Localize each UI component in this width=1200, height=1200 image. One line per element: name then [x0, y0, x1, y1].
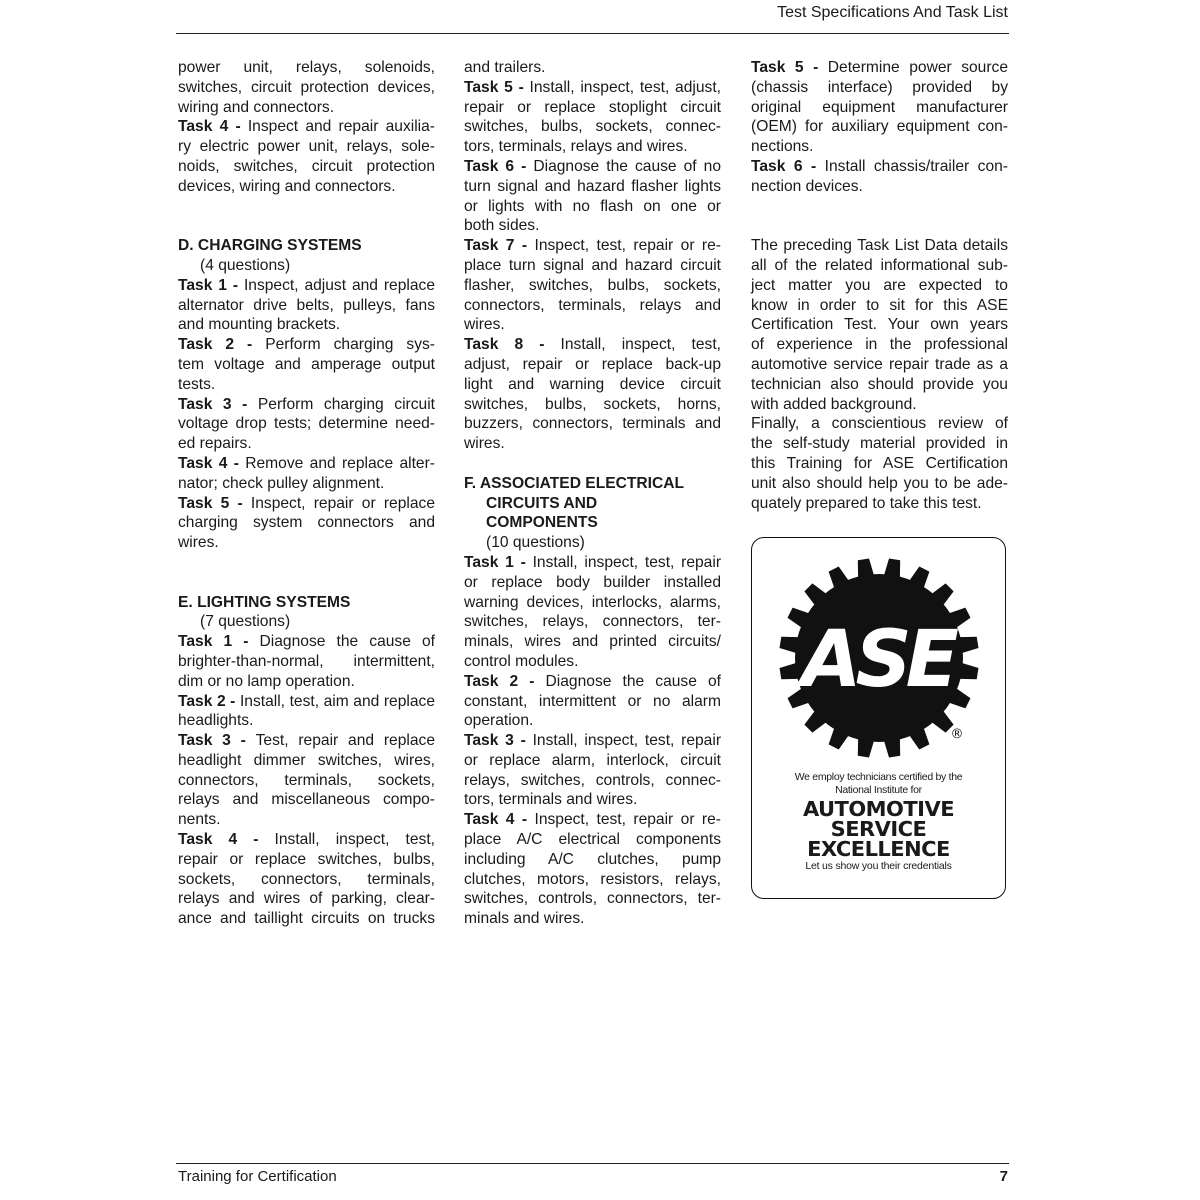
section-heading: E. LIGHTING SYSTEMS	[178, 593, 351, 611]
task-text: power unit, relays, solenoids,	[178, 59, 435, 76]
text-line	[178, 296, 435, 316]
task-text: minals and wires.	[464, 910, 585, 928]
text-line	[464, 335, 721, 355]
task-text: constant, intermittent or no alarm	[464, 692, 721, 710]
task-text: all of the related informational sub-	[751, 256, 1008, 274]
task-text: nator; check pulley alignment.	[178, 474, 385, 492]
task-text: clutches, motors, resistors, relays,	[464, 870, 721, 888]
text-line	[464, 850, 721, 870]
text-line	[178, 355, 435, 375]
text-line	[178, 850, 435, 870]
task-text: switches, controls, connectors, ter-	[464, 890, 721, 908]
column-3	[751, 58, 1008, 513]
text-line	[178, 335, 435, 355]
task-text: (OEM) for auxiliary equipment con-	[751, 118, 1008, 136]
text-line	[178, 810, 435, 830]
blank-line	[751, 216, 1008, 236]
text-line	[464, 771, 721, 791]
text-line	[751, 395, 1008, 415]
text-line	[464, 909, 721, 929]
text-line	[178, 533, 435, 553]
task-label: Task 1 -	[178, 633, 260, 651]
text-line	[464, 573, 721, 593]
task-label: Task 4 -	[178, 454, 246, 472]
text-line	[178, 612, 435, 632]
task-text: this Training for ASE Certification	[751, 454, 1008, 472]
text-line	[464, 593, 721, 613]
task-text: Perform charging sys-	[265, 336, 435, 354]
text-line	[178, 771, 435, 791]
task-label: Task 3 -	[464, 732, 533, 750]
text-line	[178, 434, 435, 454]
task-text: (chassis interface) provided by	[751, 78, 1008, 96]
task-text: dim or no lamp operation.	[178, 672, 355, 690]
task-label: Task 8 -	[464, 336, 561, 354]
task-text: switches, bulbs, sockets, horns,	[464, 395, 721, 413]
task-text: repair or replace stoplight circuit	[464, 98, 721, 116]
text-line	[464, 434, 721, 454]
text-line	[464, 612, 721, 632]
text-line	[751, 296, 1008, 316]
task-text: Perform charging circuit	[257, 395, 435, 413]
task-text: Inspect, adjust and replace	[243, 276, 435, 294]
task-text: repair or replace switches, bulbs,	[178, 850, 435, 868]
text-line	[464, 672, 721, 692]
text-line	[464, 553, 721, 573]
section-heading: COMPONENTS	[486, 514, 598, 532]
task-text: Inspect, repair or replace	[250, 494, 436, 512]
blank-line	[751, 197, 1008, 217]
task-label: Task 2 -	[178, 692, 240, 710]
task-text: relays and miscellaneous compo-	[178, 791, 435, 809]
task-text: relays and wires of parking, clear-	[178, 890, 435, 908]
text-line	[464, 78, 721, 98]
task-text: Inspect, test, repair or re-	[534, 811, 721, 829]
task-text: Diagnose the cause of no	[533, 157, 721, 175]
task-text: Inspect and repair auxilia-	[247, 118, 435, 136]
task-text: voltage drop tests; determine need-	[178, 415, 435, 433]
text-line	[178, 692, 435, 712]
task-text: both sides.	[464, 217, 540, 235]
task-text: turn signal and hazard flasher lights	[464, 177, 721, 195]
text-line	[751, 177, 1008, 197]
task-text: flasher, switches, bulbs, sockets,	[464, 276, 721, 294]
text-line	[464, 395, 721, 415]
task-text: Install chassis/trailer con-	[824, 157, 1009, 175]
task-label: Task 1 -	[178, 276, 244, 294]
task-label: Task 3 -	[178, 732, 256, 750]
text-line	[464, 790, 721, 810]
text-line	[464, 711, 721, 731]
task-text: headlights.	[178, 712, 254, 730]
task-text: (4 questions)	[200, 256, 291, 274]
text-line	[751, 335, 1008, 355]
task-label: Task 3 -	[178, 395, 258, 413]
text-line	[178, 830, 435, 850]
task-text: place turn signal and hazard circuit	[464, 256, 721, 274]
task-text: operation.	[464, 712, 534, 730]
text-line	[751, 98, 1008, 118]
task-text: Install, inspect, test,	[274, 831, 435, 849]
task-text: of experience in the professional	[751, 336, 1008, 354]
text-line	[178, 395, 435, 415]
task-text: connectors, terminals, sockets,	[178, 771, 435, 789]
task-text: Install, inspect, test,	[560, 336, 721, 354]
logo-excellence: EXCELLENCE	[807, 837, 950, 861]
task-text: (10 questions)	[486, 534, 585, 552]
task-text: alternator drive belts, pulleys, fans	[178, 296, 435, 314]
text-line	[178, 137, 435, 157]
task-text: wires.	[464, 435, 505, 453]
task-text: technician also should provide you	[751, 375, 1008, 393]
text-line	[464, 276, 721, 296]
task-text: know in order to sit for this ASE	[751, 296, 1008, 314]
text-line	[178, 751, 435, 771]
task-text: nections.	[751, 138, 814, 156]
gear-icon	[779, 558, 979, 758]
task-text: including A/C clutches, pump	[464, 850, 721, 868]
text-line	[751, 454, 1008, 474]
text-line	[178, 870, 435, 890]
text-line	[751, 474, 1008, 494]
task-text: noids, switches, circuit protection	[178, 157, 435, 175]
text-line	[464, 177, 721, 197]
text-line	[178, 256, 435, 276]
task-text: or replace body builder installed	[464, 573, 721, 591]
task-text: tors, terminals, relays and wires.	[464, 138, 688, 156]
task-label: Task 4 -	[464, 811, 535, 829]
blank-line	[178, 216, 435, 236]
task-label: Task 6 -	[751, 157, 825, 175]
text-line	[751, 494, 1008, 514]
text-line	[464, 315, 721, 335]
running-header-title: Test Specifications And Task List	[777, 4, 1008, 21]
text-line	[178, 909, 435, 929]
text-line	[464, 889, 721, 909]
logo-automotive: AUTOMOTIVE	[802, 797, 955, 821]
task-text: Install, inspect, test, repair	[532, 732, 722, 750]
task-label: Task 2 -	[464, 672, 546, 690]
text-line	[464, 256, 721, 276]
task-text: tem voltage and amperage output	[178, 355, 435, 373]
section-heading: D. CHARGING SYSTEMS	[178, 237, 362, 255]
task-label: Task 7 -	[464, 237, 535, 255]
text-line	[464, 197, 721, 217]
task-text: tors, terminals and wires.	[464, 791, 638, 809]
text-line	[178, 731, 435, 751]
text-line	[178, 494, 435, 514]
text-line	[464, 870, 721, 890]
text-line	[464, 296, 721, 316]
task-label: Task 6 -	[464, 157, 534, 175]
logo-line-2: National Institute for	[835, 784, 922, 796]
registered-mark: ®	[950, 727, 964, 742]
text-line	[751, 236, 1008, 256]
column-1	[178, 58, 435, 929]
text-line	[464, 355, 721, 375]
task-text: Finally, a conscientious review of	[751, 415, 1008, 433]
task-text: ry electric power unit, relays, sole-	[178, 138, 435, 156]
task-text: charging system connectors and	[178, 514, 435, 532]
text-line	[751, 375, 1008, 395]
task-text: sockets, connectors, terminals,	[178, 870, 435, 888]
blank-line	[178, 553, 435, 573]
task-text: connectors, terminals, relays and	[464, 296, 721, 314]
text-line	[464, 117, 721, 137]
task-text: with added background.	[751, 395, 917, 413]
task-text: Test, repair and replace	[255, 732, 435, 750]
task-text: control modules.	[464, 652, 579, 670]
text-line	[464, 692, 721, 712]
task-text: Diagnose the cause of	[545, 672, 721, 690]
blank-line	[178, 197, 435, 217]
text-line	[178, 652, 435, 672]
section-heading: CIRCUITS AND	[486, 494, 598, 512]
task-text: The preceding Task List Data details	[751, 237, 1008, 255]
header-rule	[176, 33, 1009, 34]
text-line	[751, 276, 1008, 296]
text-line	[464, 236, 721, 256]
task-text: Certification Test. Your own years	[751, 316, 1008, 334]
task-text: adjust, repair or replace back-up	[464, 355, 721, 373]
blank-line	[464, 454, 721, 474]
task-text: minals, wires and printed circuits/	[464, 633, 721, 651]
task-text: Install, inspect, test, adjust,	[529, 78, 721, 96]
text-line	[464, 375, 721, 395]
text-line	[178, 117, 435, 137]
text-line	[464, 652, 721, 672]
task-text: and trailers.	[464, 59, 546, 76]
task-text: and mounting brackets.	[178, 316, 341, 334]
text-line	[178, 315, 435, 335]
text-line	[464, 830, 721, 850]
text-line	[464, 751, 721, 771]
task-text: switches, circuit protection devices,	[178, 78, 435, 96]
text-line	[464, 216, 721, 236]
task-text: (7 questions)	[200, 613, 291, 631]
task-text: headlight dimmer switches, wires,	[178, 751, 435, 769]
task-text: automotive service repair trade as a	[751, 355, 1008, 373]
task-text: place A/C electrical components	[464, 831, 721, 849]
task-text: switches, bulbs, sockets, connec-	[464, 118, 721, 136]
task-text: buzzers, connectors, terminals and	[464, 415, 721, 433]
text-line	[178, 78, 435, 98]
text-line	[178, 414, 435, 434]
task-text: light and warning device circuit	[464, 375, 721, 393]
page-number: 7	[999, 1168, 1008, 1185]
text-line	[751, 315, 1008, 335]
text-line	[751, 78, 1008, 98]
text-line	[464, 58, 721, 78]
task-text: Install, test, aim and replace	[239, 692, 436, 710]
task-label: Task 5 -	[751, 59, 828, 76]
task-label: Task 4 -	[178, 831, 275, 849]
text-line	[178, 632, 435, 652]
text-line	[751, 414, 1008, 434]
text-line	[178, 375, 435, 395]
text-line	[751, 256, 1008, 276]
task-text: tests.	[178, 375, 216, 393]
text-line	[178, 276, 435, 296]
text-line	[464, 98, 721, 118]
task-label: Task 2 -	[178, 336, 266, 354]
task-text: the self-study material provided in	[751, 435, 1008, 453]
task-label: Task 1 -	[464, 553, 533, 571]
footer-title: Training for Certification	[178, 1168, 337, 1185]
text-line	[751, 157, 1008, 177]
text-line	[178, 672, 435, 692]
text-line	[178, 474, 435, 494]
task-text: nents.	[178, 811, 221, 829]
text-line	[178, 513, 435, 533]
logo-line-1: We employ technicians certified by the	[794, 771, 963, 783]
text-line	[464, 533, 721, 553]
task-text: switches, relays, connectors, ter-	[464, 613, 721, 631]
task-text: wires.	[464, 316, 505, 334]
text-line	[464, 137, 721, 157]
task-label: Task 5 -	[178, 494, 251, 512]
text-line	[464, 810, 721, 830]
text-line	[751, 117, 1008, 137]
footer-rule	[176, 1163, 1009, 1164]
task-text: wiring and connectors.	[178, 98, 335, 116]
text-line	[178, 58, 435, 78]
task-text: Diagnose the cause of	[259, 633, 435, 651]
text-line	[178, 157, 435, 177]
text-line	[464, 731, 721, 751]
text-line	[178, 177, 435, 197]
task-text: Remove and replace alter-	[245, 454, 435, 472]
text-line	[464, 157, 721, 177]
task-text: ed repairs.	[178, 435, 252, 453]
task-text: devices, wiring and connectors.	[178, 177, 396, 195]
task-text: ject matter you are expected to	[751, 276, 1008, 294]
logo-tagline: Let us show you their credentials	[805, 860, 952, 872]
task-text: unit also should help you to be ade-	[751, 474, 1008, 492]
task-text: wires.	[178, 534, 219, 552]
task-label: Task 5 -	[464, 78, 530, 96]
task-text: relays, switches, controls, connec-	[464, 771, 721, 789]
text-line	[178, 711, 435, 731]
task-text: ance and taillight circuits on trucks	[178, 910, 435, 928]
text-line	[178, 790, 435, 810]
text-line	[464, 414, 721, 434]
task-text: or replace alarm, interlock, circuit	[464, 751, 721, 769]
text-line	[178, 889, 435, 909]
ase-mark: ASE	[801, 615, 953, 705]
text-line	[178, 98, 435, 118]
text-line	[751, 355, 1008, 375]
ase-logo	[751, 537, 1006, 899]
task-text: nection devices.	[751, 177, 863, 195]
task-text: warning devices, interlocks, alarms,	[464, 593, 721, 611]
task-text: or lights with no flash on one or	[464, 197, 721, 215]
task-label: Task 4 -	[178, 118, 248, 136]
task-text: quately prepared to take this test.	[751, 494, 982, 512]
section-heading: F. ASSOCIATED ELECTRICAL	[464, 474, 685, 492]
task-text: brighter-than-normal, intermittent,	[178, 652, 435, 670]
task-text: Determine power source	[827, 59, 1009, 76]
task-text: Install, inspect, test, repair	[532, 553, 722, 571]
blank-line	[178, 573, 435, 593]
text-line	[178, 454, 435, 474]
task-text: Inspect, test, repair or re-	[534, 237, 721, 255]
task-text: original equipment manufacturer	[751, 98, 1008, 116]
text-line	[751, 58, 1008, 78]
logo-service: SERVICE	[830, 817, 927, 841]
column-2	[464, 58, 721, 929]
text-line	[751, 434, 1008, 454]
text-line	[751, 137, 1008, 157]
text-line	[464, 632, 721, 652]
